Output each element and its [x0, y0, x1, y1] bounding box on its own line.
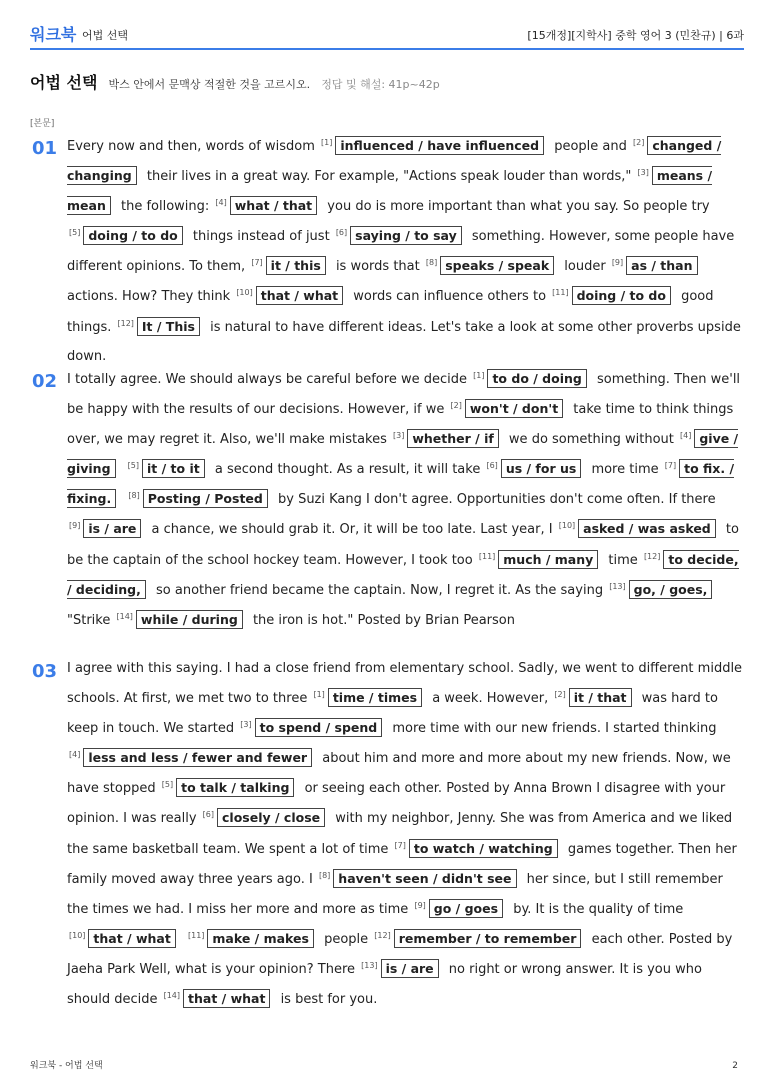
question-number: [13]	[361, 960, 378, 970]
choice-box[interactable]: haven't seen / didn't see	[333, 869, 516, 888]
choice-box[interactable]: go / goes	[429, 899, 503, 918]
page-title: 어법 선택	[30, 73, 98, 92]
passage-text	[122, 492, 126, 507]
choice-box[interactable]: to spend / spend	[255, 718, 383, 737]
question-number: [4]	[69, 750, 81, 760]
choice-box[interactable]: is / are	[381, 959, 439, 978]
choice-box[interactable]: that / what	[88, 929, 175, 948]
header-subtitle: 어법 선택	[82, 29, 129, 42]
question-number: [12]	[643, 551, 661, 561]
choice-box[interactable]: us / for us	[501, 459, 582, 478]
answer-reference: 정답 및 해설: 41p~42p	[321, 78, 440, 91]
passage-text: no right or wrong answer. It is you who should decide	[67, 961, 702, 1008]
passage-text: games together. Then her family moved away three years ago. I	[67, 841, 737, 887]
question-number: [8]	[128, 491, 140, 501]
choice-box[interactable]: to talk / talking	[176, 778, 294, 797]
question-number: [9]	[69, 521, 81, 531]
question-number: [6]	[486, 461, 498, 471]
passage-text: a chance, we should grab it. Or, it will be too late. Last year, I	[147, 522, 557, 538]
title-row	[30, 70, 744, 93]
choice-box[interactable]: is / are	[83, 519, 141, 538]
passage-text: something. Then we'll be happy with the results of our decisions. However, if we	[67, 372, 741, 418]
question-number: [8]	[318, 870, 331, 880]
question-number: [4]	[680, 431, 692, 441]
passage-text: good things.	[67, 289, 714, 335]
choice-box[interactable]: to watch / watching	[409, 839, 558, 858]
choice-box[interactable]: whether / if	[407, 429, 498, 448]
choice-box[interactable]: give / giving	[67, 431, 739, 477]
choice-box[interactable]: Posting / Posted	[143, 489, 268, 508]
choice-box[interactable]: to fix. / fixing.	[67, 461, 735, 507]
passage-text: so another friend became the captain. Now, I regret it. As the saying	[151, 582, 608, 598]
choice-box[interactable]: speaks / speak	[440, 256, 554, 275]
choice-box[interactable]: closely / close	[217, 808, 325, 827]
choice-box[interactable]: it / this	[266, 256, 326, 275]
question-number: [2]	[632, 138, 645, 147]
question-number: [12]	[374, 930, 391, 940]
passage-text: take time to think things over, we may regret it. Also, we'll make mistakes	[67, 402, 734, 448]
passage-text: by Suzi Kang I don't agree. Opportunities don't come often. If there	[273, 492, 716, 508]
passage-text: their lives in a great way. For example, "Actions speak louder than words,"	[142, 169, 636, 185]
passage-text: is natural to have different ideas. Let's take a look at some other proverbs upside down.	[67, 319, 741, 364]
footer-label: 워크북 - 어법 선택	[30, 1061, 103, 1071]
question-number: [5]	[69, 228, 81, 238]
passage-text: more time	[587, 462, 663, 478]
choice-box[interactable]: means / mean	[67, 168, 713, 214]
question-number: [7]	[394, 840, 406, 850]
question-number: [3]	[240, 720, 252, 730]
question-number: [11]	[552, 288, 569, 298]
choice-box[interactable]: It / This	[137, 317, 200, 336]
passage-text: to be the captain of the school hockey team. However, I took too	[67, 522, 739, 568]
passage-text: the iron is hot." Posted by Brian Pearson	[248, 612, 515, 628]
question-number: [14]	[163, 991, 181, 1001]
choice-box[interactable]: much / many	[498, 550, 598, 569]
section-tag: [본문]	[30, 119, 55, 129]
choice-box[interactable]: remember / to remember	[394, 929, 582, 948]
course-info: [15개정][지학사] 중학 영어 3 (민찬규) | 6과	[527, 29, 744, 42]
passage-text	[122, 462, 126, 477]
passage-text: by. It is the quality of time	[509, 901, 684, 917]
choice-box[interactable]: to do / doing	[487, 369, 586, 388]
choice-box[interactable]: it / to it	[142, 459, 205, 478]
passage-text: each other. Posted by Jaeha Park Well, what is your opinion? There	[67, 931, 733, 977]
passage-text: actions. How? They think	[67, 289, 235, 305]
passage-text: people and	[550, 139, 631, 154]
question-number: [11]	[478, 551, 496, 561]
page-header	[30, 18, 744, 50]
question-number: [10]	[69, 930, 86, 940]
choice-box[interactable]: doing / to do	[572, 286, 671, 305]
question-number: [14]	[116, 611, 133, 621]
question-number: [10]	[236, 288, 253, 298]
choice-box[interactable]: influenced / have influenced	[335, 136, 544, 155]
question-number: [10]	[558, 521, 576, 531]
choice-box[interactable]: while / during	[136, 610, 243, 629]
choice-box[interactable]: time / times	[328, 688, 422, 707]
instruction-text: 박스 안에서 문맥상 적절한 것을 고르시오.	[108, 78, 311, 91]
passage-text: louder	[560, 259, 610, 275]
choice-box[interactable]: that / what	[183, 989, 270, 1008]
passage-text: I agree with this saying. I had a close friend from elementary school. Sadly, we went to different middle schools. At first, we met two to three	[67, 661, 743, 707]
choice-box[interactable]: it / that	[569, 688, 632, 707]
section-number-03: 03	[32, 661, 58, 682]
question-number: [2]	[450, 401, 462, 411]
choice-box[interactable]: to decide, / deciding,	[67, 551, 739, 597]
choice-box[interactable]: make / makes	[207, 929, 314, 948]
question-number: [2]	[554, 690, 566, 700]
question-number: [12]	[117, 318, 134, 328]
question-number: [4]	[215, 198, 227, 208]
question-number: [13]	[609, 581, 626, 591]
question-number: [1]	[473, 371, 485, 380]
passage-text: something. However, some people have different opinions. To them,	[67, 229, 735, 275]
question-number: [6]	[335, 228, 348, 238]
choice-box[interactable]: changed / changing	[67, 138, 722, 184]
passage-text	[182, 932, 186, 947]
question-number: [5]	[127, 461, 139, 471]
choice-box[interactable]: what / that	[230, 196, 317, 215]
passage-text: you do is more important than what you say. So people try	[323, 199, 710, 215]
passage-text: "Strike	[67, 612, 115, 628]
passage-01	[67, 131, 743, 371]
passage-text: people	[319, 931, 373, 947]
brand-logo: 워크북	[30, 25, 77, 44]
choice-box[interactable]: won't / don't	[465, 399, 563, 418]
passage-text: words can influence others to	[349, 289, 551, 305]
passage-text: things instead of just	[188, 229, 334, 245]
choice-box[interactable]: doing / to do	[83, 226, 182, 245]
passage-text: Every now and then, words of wisdom	[67, 139, 320, 154]
passage-text: with my neighbor, Jenny. She was from America and we liked the same basketball team. We spent a lot of time	[67, 811, 733, 857]
choice-box[interactable]: go, / goes,	[629, 580, 713, 599]
passage-text: time	[604, 552, 642, 568]
page-number: 2	[732, 1061, 738, 1071]
passage-02	[67, 364, 743, 635]
passage-text: a week. However,	[428, 691, 553, 707]
choice-box[interactable]: as / than	[626, 256, 697, 275]
passage-text: a second thought. As a result, it will take	[210, 462, 485, 478]
question-number: [9]	[414, 900, 426, 910]
passage-text: is words that	[331, 259, 424, 275]
question-number: [9]	[611, 258, 624, 268]
section-number-02: 02	[32, 371, 58, 392]
passage-text: was hard to keep in touch. We started	[67, 691, 718, 737]
passage-text: her since, but I still remember the times we had. I miss her more and more as time	[67, 871, 723, 917]
choice-box[interactable]: that / what	[256, 286, 343, 305]
passage-text: or seeing each other. Posted by Anna Brown I disagree with your opinion. I was really	[67, 781, 726, 827]
section-number-01: 01	[32, 138, 58, 159]
question-number: [3]	[637, 168, 649, 178]
passage-text: about him and more and more about my new friends. Now, we have stopped	[67, 751, 731, 797]
choice-box[interactable]: asked / was asked	[578, 519, 716, 538]
passage-text: we do something without	[504, 432, 678, 448]
question-number: [1]	[313, 690, 325, 700]
passage-text: I totally agree. We should always be careful before we decide	[67, 372, 472, 387]
passage-text: is best for you.	[276, 992, 378, 1008]
question-number: [6]	[202, 810, 215, 820]
choice-box[interactable]: saying / to say	[350, 226, 462, 245]
question-number: [3]	[393, 431, 405, 441]
passage-text: more time with our new friends. I started thinking	[388, 721, 717, 737]
question-number: [11]	[187, 930, 205, 940]
passage-03	[67, 654, 743, 1014]
passage-text: the following:	[116, 199, 214, 215]
question-number: [5]	[161, 780, 174, 790]
question-number: [8]	[425, 258, 438, 268]
question-number: [7]	[664, 461, 677, 471]
question-number: [1]	[321, 138, 333, 147]
choice-box[interactable]: less and less / fewer and fewer	[83, 748, 312, 767]
question-number: [7]	[251, 258, 263, 268]
